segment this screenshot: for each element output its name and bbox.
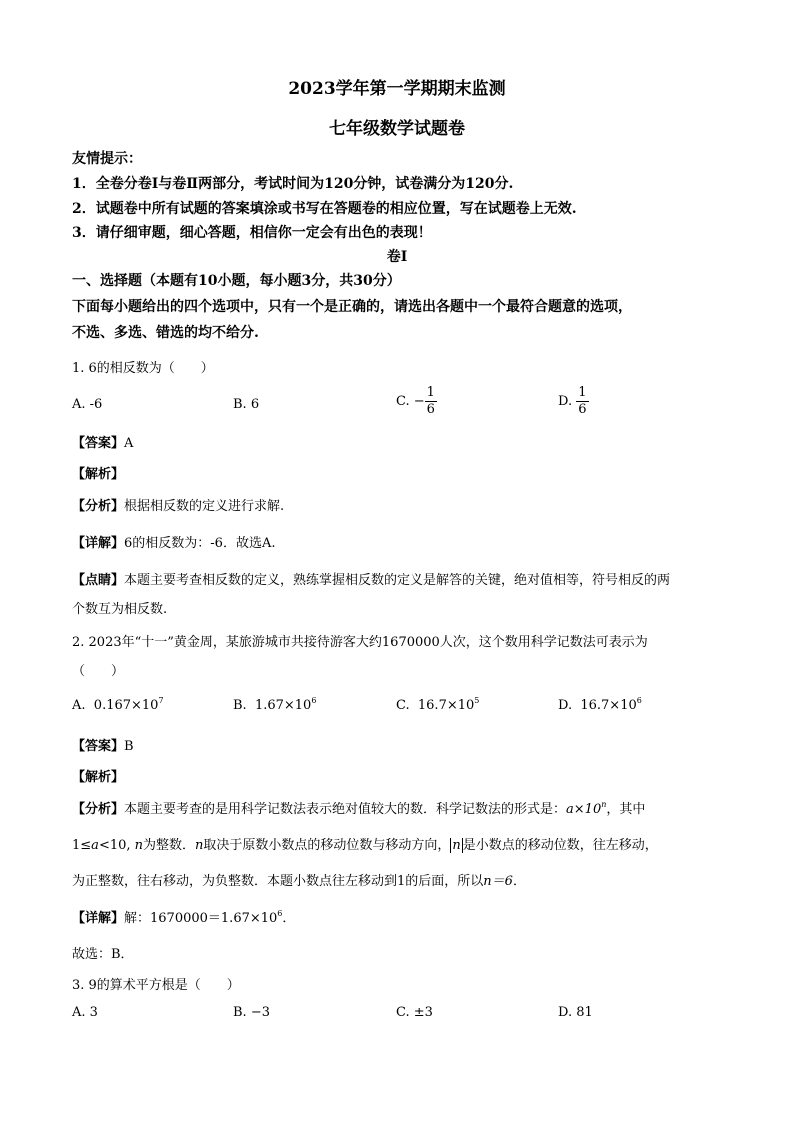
q1-option-d: [558, 385, 589, 418]
q1-comment-cont: 个数互为相反数.: [72, 602, 168, 617]
q1-option-a: A. -6: [72, 397, 103, 412]
comment-tag: 【点睛】: [72, 573, 125, 588]
text-run: <10,: [98, 838, 135, 853]
q1-option-d-fraction: [576, 385, 588, 418]
q2-option-c: [396, 698, 479, 713]
q1-option-c-fraction: [425, 385, 437, 418]
q2-conclusion: 故选：B．: [72, 947, 134, 962]
section-label: 卷Ⅰ: [386, 249, 408, 265]
section-heading: 一、选择题（本题有10小题，每小题3分，共30分）: [72, 273, 401, 289]
exam-title: 2023学年第一学期期末监测: [288, 79, 506, 99]
fenxi-text: ，其中: [606, 802, 646, 817]
q1-comment: [72, 569, 670, 588]
fraction-numerator: 1: [578, 385, 587, 400]
option-label: A.: [72, 698, 86, 713]
option-value: 0.167×10: [93, 698, 159, 713]
section-instruction: 下面每小题给出的四个选项中，只有一个是正确的，请选出各题中一个最符合题意的选项，: [72, 299, 632, 315]
formula-exponent: n: [601, 800, 607, 809]
q3-option-a: A. 3: [72, 1005, 98, 1020]
answer-tag: 【答案】: [72, 739, 125, 754]
answer-value: A: [124, 436, 134, 451]
q2-detail: [72, 907, 295, 926]
q1-detail: [72, 532, 275, 551]
detail-tag: 【详解】: [72, 911, 125, 926]
option-value: 16.7×10: [417, 698, 475, 713]
q1-answer: [72, 432, 133, 451]
tips-heading: 友情提示：: [72, 151, 142, 167]
q1-stem: 1. 6的相反数为（ ）: [72, 361, 214, 376]
q1-option-d-label: D.: [558, 394, 577, 409]
fraction-numerator: 1: [426, 385, 435, 400]
q2-analysis-tag: 【解析】: [72, 770, 125, 785]
section-instruction: 不选、多选、错选的均不给分.: [72, 325, 259, 341]
q3-option-d: D. 81: [558, 1005, 593, 1020]
text-run: 为正整数，往右移动，为负整数．本题小数点往左移动到1的后面，所以: [72, 874, 484, 889]
q1-option-c: [396, 385, 437, 418]
text-run: 1≤: [72, 838, 92, 853]
text-run: 为整数．: [143, 838, 196, 853]
exam-subtitle: 七年级数学试题卷: [329, 119, 465, 139]
comment-text: 本题主要考查相反数的定义，熟练掌握相反数的定义是解答的关键，绝对值相等，符号相反的两: [124, 573, 671, 588]
answer-value: B: [124, 739, 134, 754]
tip-item: 1．全卷分卷Ⅰ与卷Ⅱ两部分，考试时间为120分钟，试卷满分为120分.: [72, 176, 514, 192]
detail-text: 6的相反数为：-6．故选A.: [124, 536, 276, 551]
q1-option-c-sign: −: [413, 394, 425, 409]
tip-item: 2．试题卷中所有试题的答案填涂或书写在答题卷的相应位置，写在试题卷上无效.: [72, 201, 577, 217]
variable-n: n: [134, 838, 144, 853]
q3-option-c: C. ±3: [396, 1005, 433, 1020]
option-exponent: 7: [158, 696, 164, 705]
q2-answer: [72, 735, 134, 754]
q2-stem: 2. 2023年“十一”黄金周，某旅游城市共接待游客大约1670000人次，这个数用科学记数法可表示为: [72, 635, 648, 650]
q2-fenxi: [72, 798, 645, 817]
fraction-denominator: 6: [578, 402, 587, 417]
fenxi-tag: 【分析】: [72, 499, 125, 514]
q2-option-b: [233, 698, 316, 713]
detail-text: 解：1670000＝1.67×10: [124, 911, 278, 926]
option-exponent: 6: [636, 696, 642, 705]
detail-exponent: 6: [277, 909, 283, 918]
q3-stem: 3. 9的算术平方根是（ ）: [72, 978, 240, 993]
q1-option-b: B. 6: [233, 397, 260, 412]
q2-option-a: [72, 698, 164, 713]
text-run: ．: [512, 874, 526, 889]
detail-tag: 【详解】: [72, 536, 125, 551]
fraction-denominator: 6: [426, 402, 435, 417]
fenxi-tag: 【分析】: [72, 802, 125, 817]
q1-option-c-label: C.: [396, 394, 414, 409]
option-exponent: 5: [474, 696, 480, 705]
detail-text: ．: [282, 911, 296, 926]
equation: n＝6: [483, 874, 513, 889]
q1-analysis-tag: 【解析】: [72, 467, 125, 482]
variable-n: n: [195, 838, 204, 853]
tip-item: 3．请仔细审题，细心答题，相信你一定会有出色的表现！: [72, 225, 432, 241]
answer-tag: 【答案】: [72, 436, 125, 451]
text-run: 取决于原数小数点的移动位数与移动方向，: [203, 838, 451, 853]
option-label: D.: [558, 698, 573, 713]
q2-fenxi-line3: [72, 870, 526, 889]
q2-stem-cont: （ ）: [72, 664, 125, 679]
q2-option-d: [558, 698, 642, 713]
q1-fenxi: [72, 495, 284, 514]
text-run: 是小数点的移动位数，往左移动，: [462, 838, 658, 853]
q3-option-b: B. −3: [233, 1005, 270, 1020]
option-value: 16.7×10: [580, 698, 637, 713]
option-label: C.: [396, 698, 410, 713]
fenxi-text: 根据相反数的定义进行求解.: [124, 499, 285, 514]
option-label: B.: [233, 698, 247, 713]
absolute-value-n: n: [452, 838, 461, 853]
formula: a×10: [566, 802, 602, 817]
option-exponent: 6: [311, 696, 317, 705]
variable-a: a: [91, 838, 99, 853]
q2-fenxi-line2: [72, 834, 658, 853]
fenxi-text: 本题主要考查的是用科学记数法表示绝对值较大的数．科学记数法的形式是：: [124, 802, 567, 817]
option-value: 1.67×10: [254, 698, 312, 713]
